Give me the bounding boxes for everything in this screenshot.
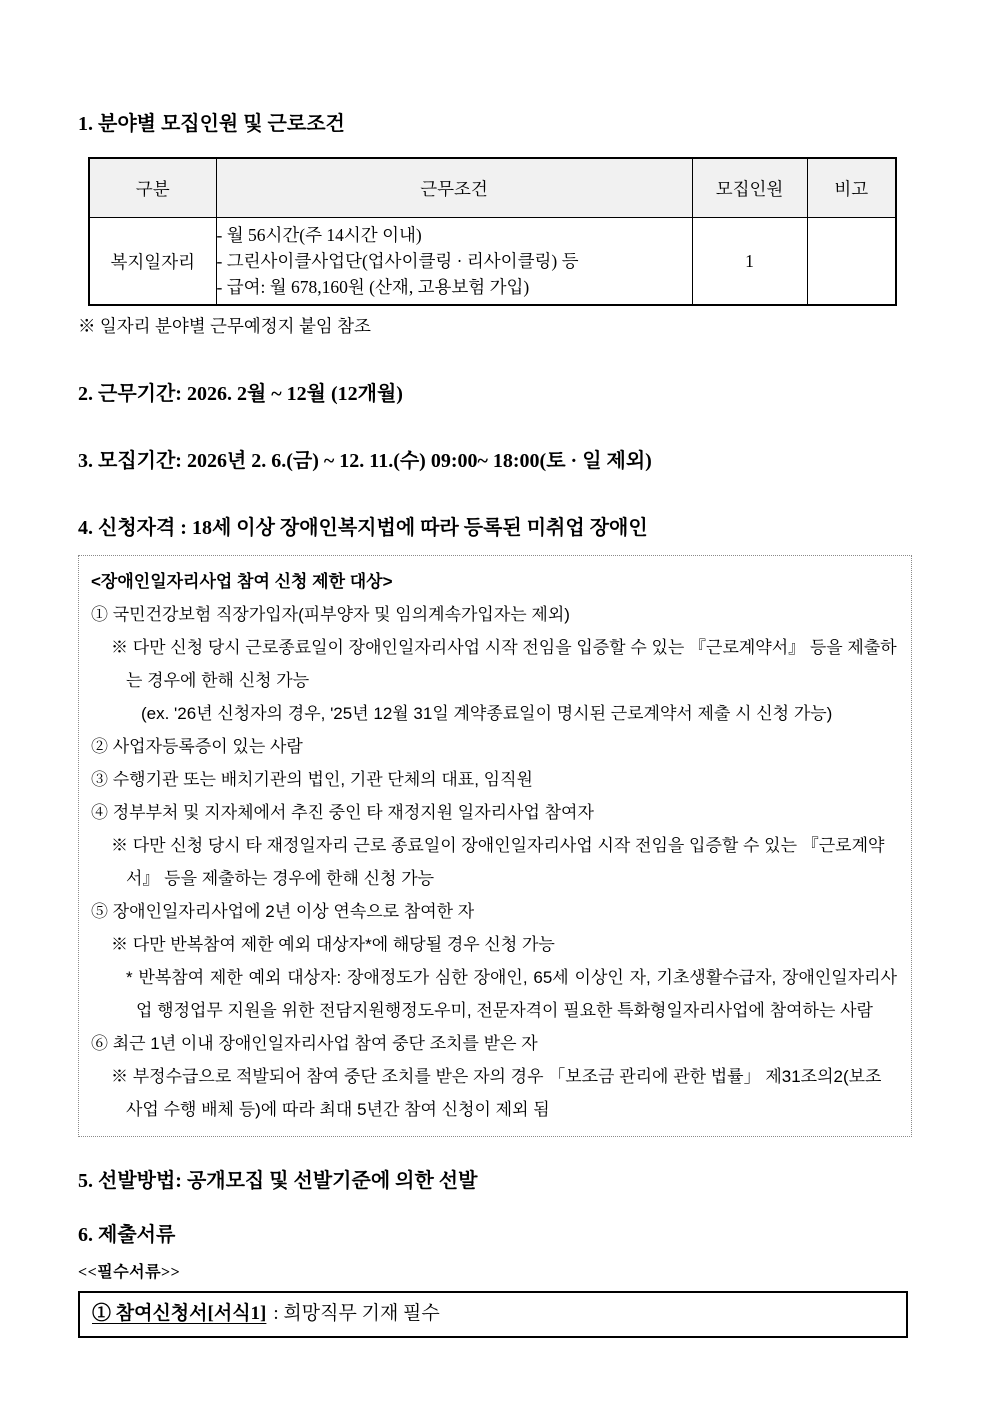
table-row <box>89 218 896 306</box>
condition-line: - 월 56시간(주 14시간 이내) <box>216 225 422 245</box>
condition-lines <box>217 222 692 300</box>
required-doc-desc: : 희망직무 기재 필수 <box>273 1303 440 1324</box>
table-header-2: 모집인원 <box>692 158 807 218</box>
table-header-3: 비고 <box>807 158 896 218</box>
restriction-line: ③ 수행기관 또는 배치기관의 법인, 기관 단체의 대표, 임직원 <box>91 770 533 789</box>
section5-title: 5. 선발방법: 공개모집 및 선발기준에 의한 선발 <box>78 1170 478 1192</box>
restriction-box-title: <장애인일자리사업 참여 신청 제한 대상> <box>91 572 393 591</box>
table-header-row <box>89 158 896 218</box>
section1-title: 1. 분야별 모집인원 및 근로조건 <box>78 113 345 135</box>
restriction-line: ① 국민건강보험 직장가입자(피부양자 및 임의계속가입자는 제외) <box>91 605 570 624</box>
restriction-box <box>78 555 912 1137</box>
restriction-line: ※ 다만 신청 당시 타 재정일자리 근로 종료일이 장애인일자리사업 시작 전임을 입증할 수 있는 『근로계약서』 등을 제출하는 경우에 한해 신청 가능 <box>111 836 885 888</box>
required-docs-label: <<필수서류>> <box>78 1264 181 1281</box>
restriction-line: (ex. '26년 신청자의 경우, '25년 12월 31일 계약종료일이 명시된 근로계약서 제출 시 신청 가능) <box>141 704 833 723</box>
section4-title: 4. 신청자격 : 18세 이상 장애인복지법에 따라 등록된 미취업 장애인 <box>78 517 648 539</box>
restriction-line: ※ 다만 반복참여 제한 예외 대상자*에 해당될 경우 신청 가능 <box>111 935 555 954</box>
restriction-line: ⑤ 장애인일자리사업에 2년 이상 연속으로 참여한 자 <box>91 902 475 921</box>
required-doc-title: ① 참여신청서[서식1] <box>92 1303 267 1324</box>
table-footnote: ※ 일자리 분야별 근무예정지 붙임 참조 <box>78 316 371 336</box>
cell-category: 복지일자리 <box>89 218 216 306</box>
cell-conditions <box>216 218 692 306</box>
restriction-line: ⑥ 최근 1년 이내 장애인일자리사업 참여 중단 조치를 받은 자 <box>91 1034 538 1053</box>
restriction-line: ② 사업자등록증이 있는 사람 <box>91 737 303 756</box>
restriction-line: ※ 부정수급으로 적발되어 참여 중단 조치를 받은 자의 경우 「보조금 관리에 관한 법률」 제31조의2(보조사업 수행 배체 등)에 따라 최대 5년간 참여 신청이 제외 됨 <box>111 1067 882 1119</box>
cell-note <box>807 218 896 306</box>
restriction-lines <box>91 598 897 1126</box>
table-header-1: 근무조건 <box>216 158 692 218</box>
section2-title: 2. 근무기간: 2026. 2월 ~ 12월 (12개월) <box>78 383 403 405</box>
condition-line: - 그린사이클사업단(업사이클링 · 리사이클링) 등 <box>216 251 579 271</box>
table-header-0: 구분 <box>89 158 216 218</box>
restriction-line: ④ 정부부처 및 지자체에서 추진 중인 타 재정지원 일자리사업 참여자 <box>91 803 594 822</box>
cell-recruit-count: 1 <box>692 218 807 306</box>
section6-title: 6. 제출서류 <box>78 1224 176 1246</box>
section3-title: 3. 모집기간: 2026년 2. 6.(금) ~ 12. 11.(수) 09:00~ 18:00(토 · 일 제외) <box>78 450 652 472</box>
recruitment-table <box>88 157 897 306</box>
restriction-line: ※ 다만 신청 당시 근로종료일이 장애인일자리사업 시작 전임을 입증할 수 있는 『근로계약서』 등을 제출하는 경우에 한해 신청 가능 <box>111 638 897 690</box>
condition-line: - 급여: 월 678,160원 (산재, 고용보험 가입) <box>216 277 530 297</box>
restriction-line: * 반복참여 제한 예외 대상자: 장애정도가 심한 장애인, 65세 이상인 자, 기초생활수급자, 장애인일자리사업 행정업무 지원을 위한 전담지원행정도우미, 전문자격이 필요한 특화형일자리사업에 참여하는 사람 <box>126 968 897 1020</box>
required-doc-box <box>78 1291 908 1338</box>
